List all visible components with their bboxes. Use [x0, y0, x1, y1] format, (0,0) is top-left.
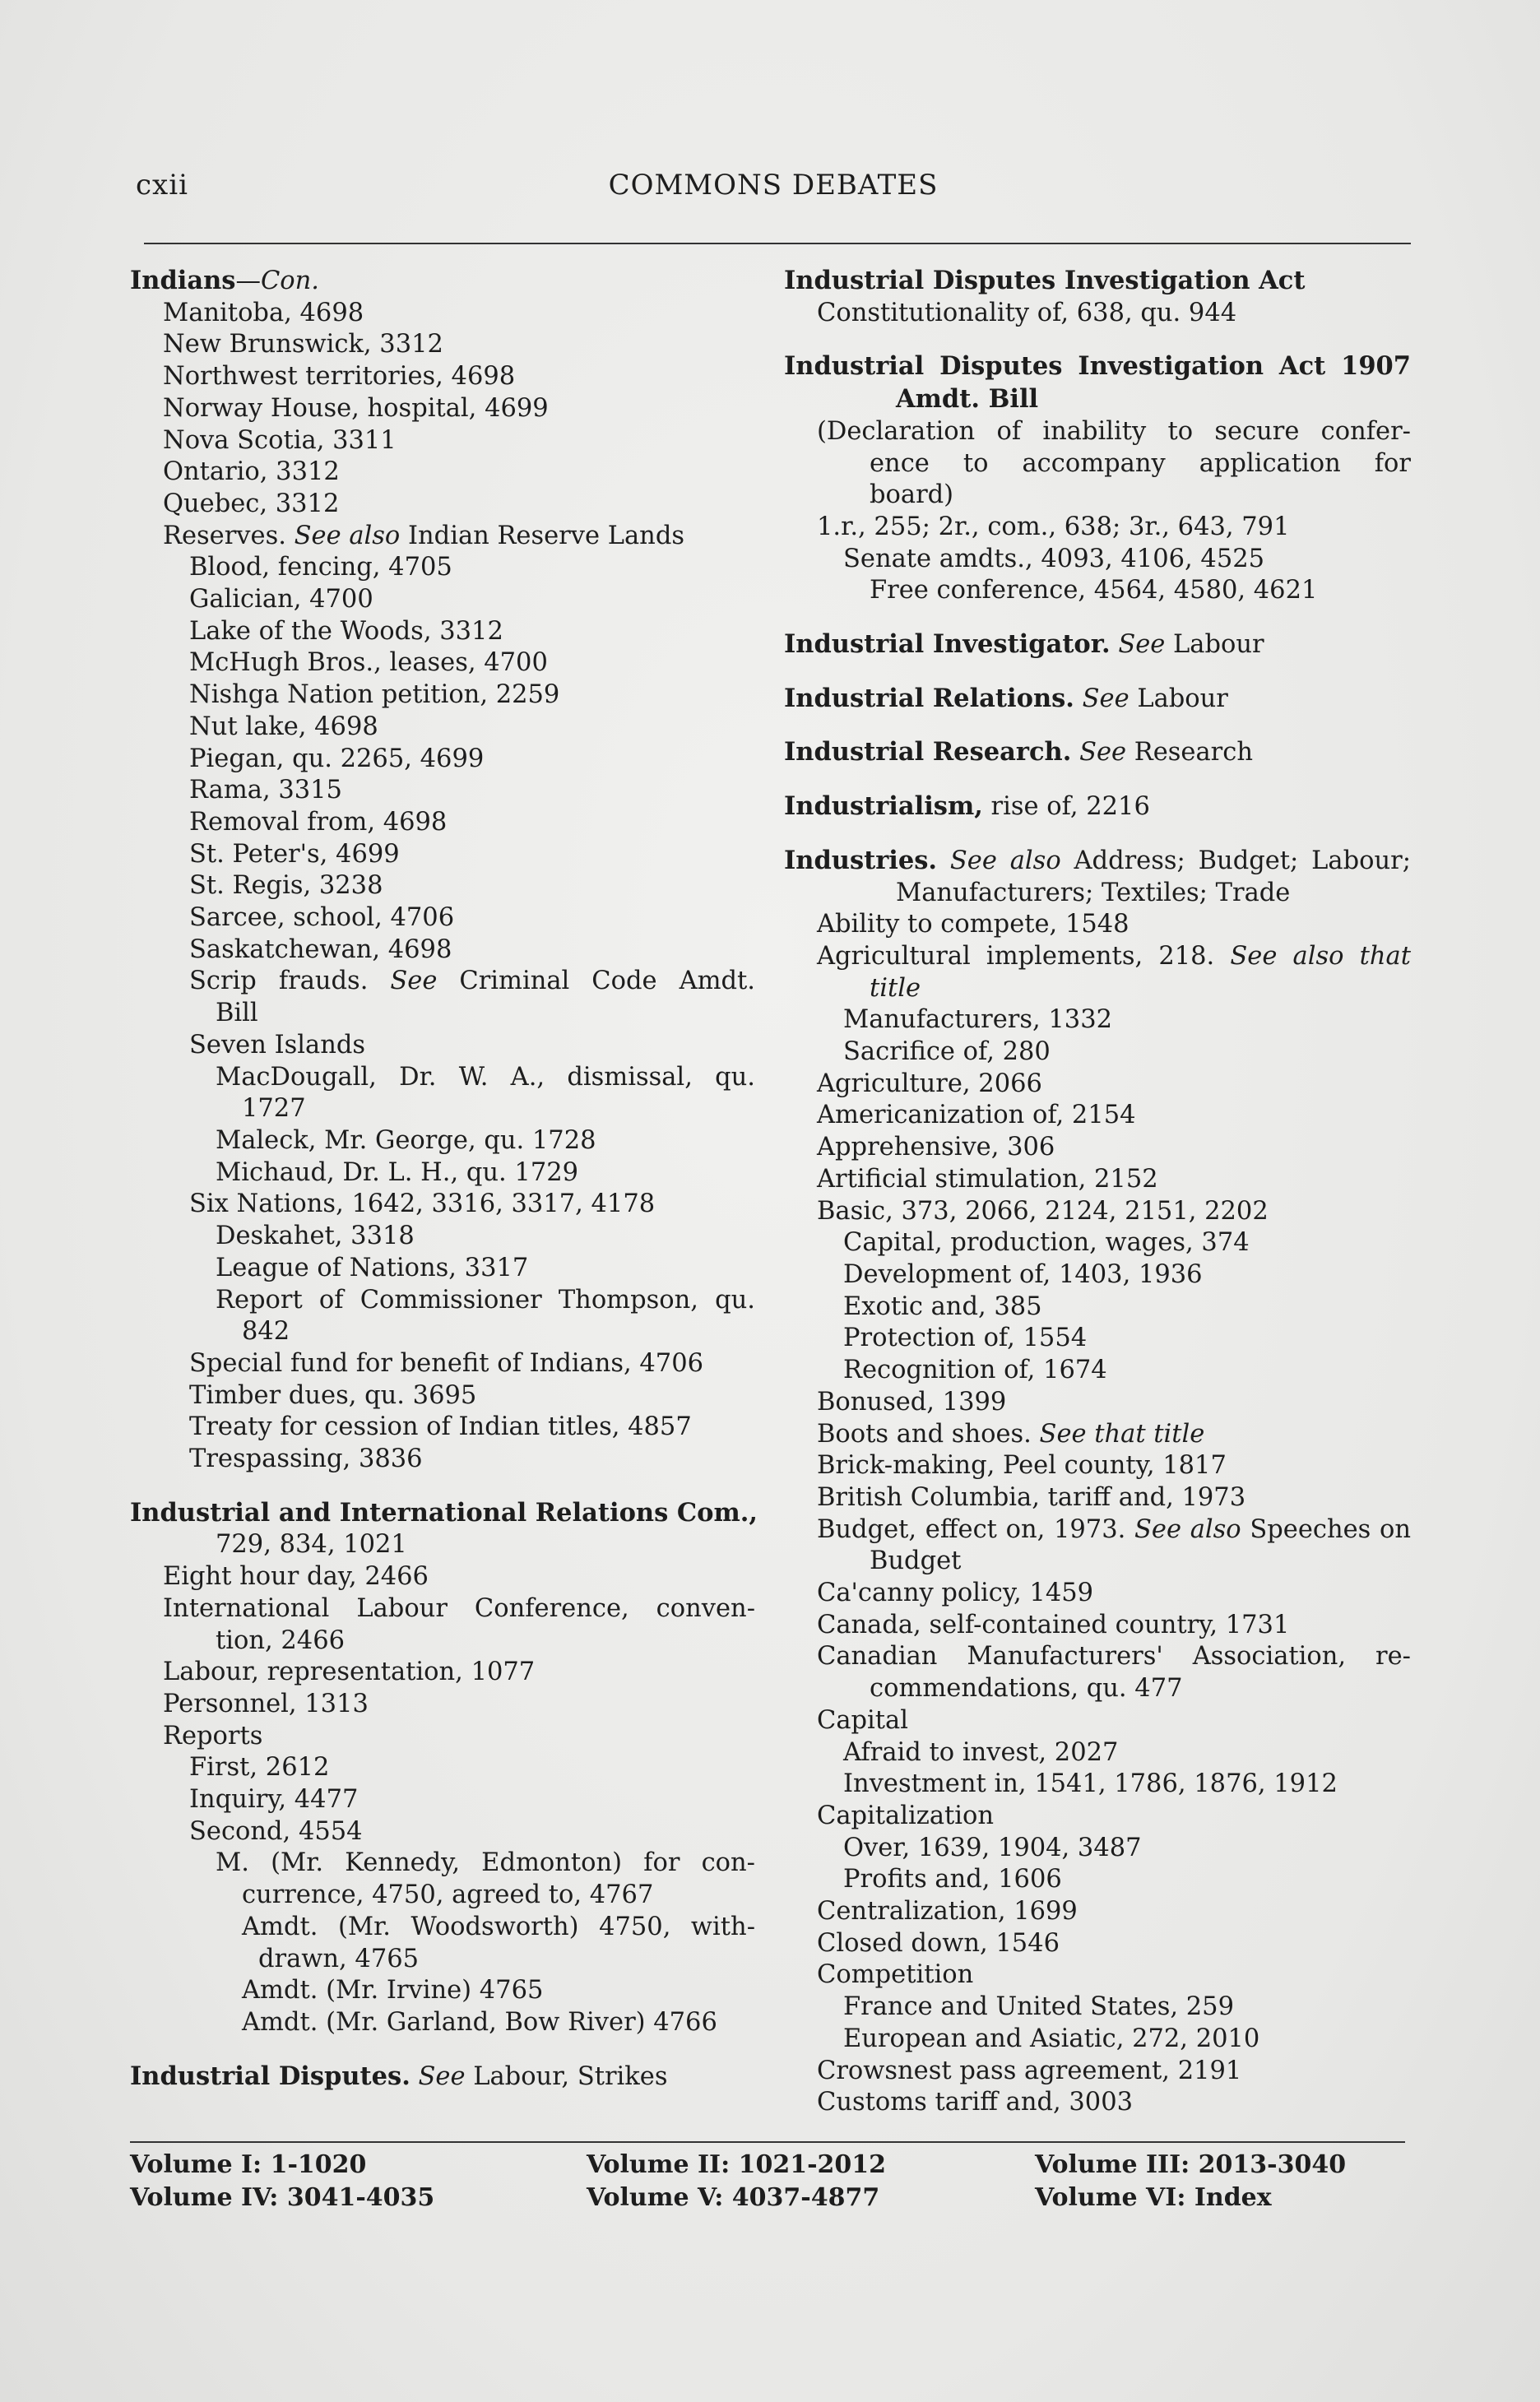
index-entry: Galician, 4700 [189, 585, 373, 614]
index-entry: currence, 4750, agreed to, 4767 [242, 1880, 654, 1910]
index-entry: Nova Scotia, 3311 [163, 425, 397, 455]
volume-range: Volume V: 4037-4877 [587, 2183, 880, 2212]
volume-range: Volume IV: 3041-4035 [130, 2183, 435, 2212]
index-entry: International Labour Conference, conven- [163, 1593, 755, 1623]
volume-range: Volume I: 1-1020 [130, 2150, 367, 2179]
index-entry: commendations, qu. 477 [870, 1674, 1183, 1704]
index-entry: 842 [242, 1317, 290, 1347]
index-entry: Boots and shoes. See that title [817, 1419, 1205, 1449]
index-entry: Deskahet, 3318 [216, 1222, 415, 1251]
index-entry: Timber dues, qu. 3695 [189, 1380, 477, 1410]
index-entry: Manufacturers, 1332 [843, 1005, 1113, 1035]
index-heading: Industrial Disputes. See Labour, Strikes [130, 2061, 668, 2091]
index-entry: Special fund for benefit of Indians, 4706 [189, 1348, 704, 1378]
index-entry: European and Asiatic, 272, 2010 [843, 2024, 1260, 2053]
index-entry: Rama, 3315 [189, 776, 342, 805]
index-entry: Seven Islands [189, 1030, 366, 1060]
index-heading: Industrial Disputes Investigation Act 1907 [784, 351, 1411, 382]
index-entry: Over, 1639, 1904, 3487 [843, 1833, 1142, 1862]
index-entry: McHugh Bros., leases, 4700 [189, 648, 548, 678]
page-title: COMMONS DEBATES [608, 169, 939, 202]
index-heading: Industrial Relations. See Labour [784, 683, 1228, 713]
index-entry: Americanization of, 2154 [817, 1101, 1136, 1130]
index-entry: Labour, representation, 1077 [163, 1658, 536, 1687]
index-entry: Bill [216, 999, 258, 1028]
index-entry: Reports [163, 1721, 263, 1750]
index-entry: Closed down, 1546 [817, 1928, 1060, 1958]
index-heading: Industrial Research. See Research [784, 737, 1253, 767]
index-entry: Lake of the Woods, 3312 [189, 616, 503, 646]
index-entry: Ontario, 3312 [163, 457, 340, 487]
index-entry: Treaty for cession of Indian titles, 4857 [189, 1412, 692, 1442]
index-entry: Investment in, 1541, 1786, 1876, 1912 [843, 1769, 1338, 1799]
index-entry: New Brunswick, 3312 [163, 330, 443, 359]
index-entry: Amdt. (Mr. Woodsworth) 4750, with- [242, 1912, 755, 1941]
index-entry: (Declaration of inability to secure confer- [817, 416, 1411, 446]
index-entry: MacDougall, Dr. W. A., dismissal, qu. [216, 1062, 755, 1092]
index-entry: Apprehensive, 306 [817, 1133, 1055, 1162]
index-entry: Brick-making, Peel county, 1817 [817, 1451, 1227, 1481]
index-entry: Constitutionality of, 638, qu. 944 [817, 298, 1237, 327]
index-entry: Capitalization [817, 1801, 995, 1830]
index-entry: Ca'canny policy, 1459 [817, 1579, 1094, 1608]
index-entry: British Columbia, tariff and, 1973 [817, 1482, 1246, 1512]
index-entry: Norway House, hospital, 4699 [163, 393, 549, 423]
index-entry: Eight hour day, 2466 [163, 1562, 429, 1592]
index-entry: Nishga Nation petition, 2259 [189, 680, 560, 710]
index-entry: Nut lake, 4698 [189, 712, 378, 741]
index-entry: Canadian Manufacturers' Association, re- [817, 1642, 1411, 1672]
volume-range: Volume II: 1021-2012 [587, 2150, 887, 2179]
index-entry: Canada, self-contained country, 1731 [817, 1610, 1290, 1639]
index-entry: tion, 2466 [216, 1625, 346, 1655]
index-entry: St. Regis, 3238 [189, 871, 383, 901]
index-entry: Artificial stimulation, 2152 [817, 1164, 1158, 1194]
index-entry: Protection of, 1554 [843, 1324, 1088, 1353]
index-heading: Industries. See also Address; Budget; Labour; [784, 845, 1411, 875]
page-header [136, 169, 1411, 210]
index-heading: Industrial Disputes Investigation Act [784, 266, 1306, 295]
index-entry: Quebec, 3312 [163, 489, 340, 518]
index-entry: Removal from, 4698 [189, 807, 448, 837]
index-entry: Second, 4554 [189, 1816, 363, 1846]
index-entry: 1727 [242, 1094, 306, 1124]
footer-column-3 [1035, 2149, 1346, 2214]
index-entry: Afraid to invest, 2027 [843, 1737, 1119, 1767]
index-entry: League of Nations, 3317 [216, 1253, 529, 1282]
index-entry: Agricultural implements, 218. See also that [817, 941, 1411, 971]
index-entry: Sacrifice of, 280 [843, 1037, 1051, 1067]
index-entry: Capital [817, 1705, 908, 1735]
footer-column-1 [130, 2149, 434, 2214]
index-entry: Development of, 1403, 1936 [843, 1259, 1203, 1289]
index-entry: Competition [817, 1960, 974, 1990]
index-entry: Ability to compete, 1548 [817, 910, 1129, 939]
index-entry: Personnel, 1313 [163, 1689, 369, 1718]
index-column-right [784, 265, 1411, 2119]
index-entry: Scrip frauds. See Criminal Code Amdt. [189, 967, 755, 996]
index-entry: St. Peter's, 4699 [189, 839, 400, 869]
footer-column-2 [587, 2149, 886, 2214]
index-heading: Industrialism, rise of, 2216 [784, 791, 1150, 822]
index-entry: Centralization, 1699 [817, 1897, 1078, 1927]
index-heading: Indians—Con. [130, 266, 320, 295]
volume-range: Volume VI: Index [1035, 2183, 1272, 2212]
index-entry: Inquiry, 4477 [189, 1785, 359, 1815]
index-entry: title [870, 973, 921, 1003]
index-entry: 729, 834, 1021 [216, 1530, 407, 1560]
index-entry: Manufacturers; Textiles; Trade [896, 878, 1291, 907]
index-column-left [130, 265, 758, 2093]
index-entry: drawn, 4765 [258, 1944, 420, 1973]
index-entry: First, 2612 [189, 1753, 330, 1783]
index-entry: ence to accompany application for [870, 448, 1411, 478]
index-entry: Trespassing, 3836 [189, 1444, 423, 1474]
index-entry: Northwest territories, 4698 [163, 362, 516, 392]
page-number: cxii [136, 169, 188, 202]
index-entry: Agriculture, 2066 [817, 1069, 1042, 1098]
index-entry: Recognition of, 1674 [843, 1356, 1107, 1385]
volume-range: Volume III: 2013-3040 [1035, 2150, 1347, 2179]
index-entry: 1.r., 255; 2r., com., 638; 3r., 643, 791 [817, 512, 1290, 541]
index-entry: Budget [870, 1546, 962, 1576]
index-entry: Sarcee, school, 4706 [189, 903, 455, 933]
index-entry: Michaud, Dr. L. H., qu. 1729 [216, 1157, 579, 1187]
index-entry: Six Nations, 1642, 3316, 3317, 4178 [189, 1189, 656, 1219]
index-entry: Amdt. (Mr. Garland, Bow River) 4766 [242, 2007, 717, 2037]
index-entry: M. (Mr. Kennedy, Edmonton) for con- [216, 1848, 755, 1878]
index-entry: Amdt. Bill [896, 384, 1039, 415]
index-entry: Free conference, 4564, 4580, 4621 [870, 576, 1318, 605]
index-entry: Basic, 373, 2066, 2124, 2151, 2202 [817, 1196, 1269, 1226]
index-entry: France and United States, 259 [843, 1992, 1234, 2022]
index-entry: Report of Commissioner Thompson, qu. [216, 1285, 755, 1315]
index-entry: Bonused, 1399 [817, 1387, 1007, 1417]
index-heading: Industrial Investigator. See Labour [784, 629, 1264, 660]
index-entry: Reserves. See also Indian Reserve Lands [163, 521, 684, 550]
index-entry: Piegan, qu. 2265, 4699 [189, 744, 485, 773]
index-heading: Industrial and International Relations Com., [130, 1497, 758, 1528]
index-entry: Manitoba, 4698 [163, 298, 364, 327]
footer-rule [130, 2141, 1405, 2143]
index-entry: Saskatchewan, 4698 [189, 934, 452, 964]
index-entry: Crowsnest pass agreement, 2191 [817, 2056, 1242, 2085]
index-entry: Budget, effect on, 1973. See also Speeches on [817, 1514, 1411, 1544]
index-entry: board) [870, 480, 954, 510]
index-entry: Blood, fencing, 4705 [189, 553, 452, 582]
index-entry: Profits and, 1606 [843, 1865, 1062, 1894]
index-entry: Senate amdts., 4093, 4106, 4525 [843, 544, 1265, 573]
header-rule [144, 243, 1411, 244]
index-entry: Exotic and, 385 [843, 1291, 1042, 1321]
index-entry: Amdt. (Mr. Irvine) 4765 [242, 1976, 544, 2006]
index-entry: Capital, production, wages, 374 [843, 1228, 1250, 1258]
index-entry: Maleck, Mr. George, qu. 1728 [216, 1125, 596, 1155]
index-entry: Customs tariff and, 3003 [817, 2088, 1134, 2117]
